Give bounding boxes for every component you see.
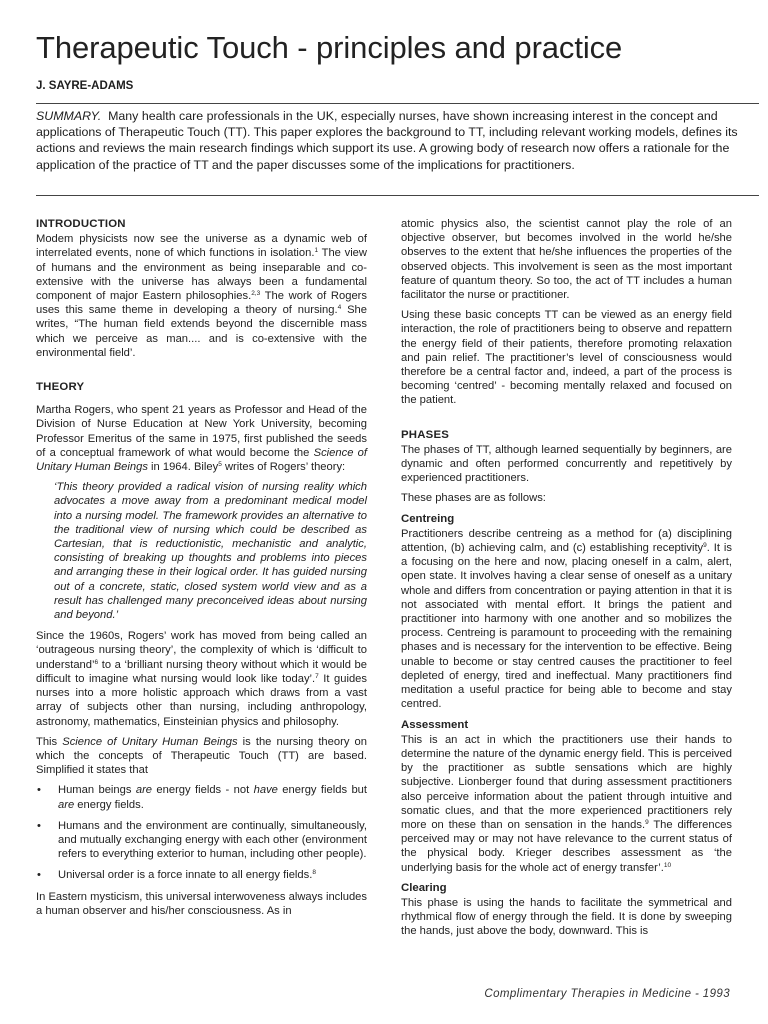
rogers-quote: ‘This theory provided a radical vision of nursing reality which advocates a move away from a predominant medical model into a nursing model. The framework provides an alternative to the traditional view of nursing which could be described as Cartesian, that is reductionistic, mechanistic and analytic, consisting of breaking up thoughts and problems into pieces and arranging these in their logical order. It has guided nursing out of a concrete, static, closed system world view and as a result has challenged many preconceived ideas about nursing and beyond.’ [54, 481, 367, 622]
clearing-paragraph: This phase is using the hands to facilitate the symmetrical and rhythmical flow of energy through the field. It is done by sweeping the hands, just above the body, downward. This is [401, 896, 732, 938]
theory-bullet-list [36, 783, 367, 882]
centreing-heading: Centreing [401, 512, 455, 525]
assessment-paragraph: This is an act in which the practitioners use their hands to determine the nature of the dynamic energy field. This is perceived by the practitioner as subtle sensations which are highly subjective. Lionberger found that during assessment practitioners also perceive information about the patient through intuitive and somatic clues, and that the more experienced practitioners rely more on these than on sensation in the hands.$^9$ The differences perceived may or may not have relevance to the current status of the physical body. Krieger describes assessment as ‘the underlying basis for the whole act of energy transfer’.$^{10}$ [401, 733, 732, 874]
phases-paragraph-1: The phases of TT, although learned sequentially by beginners, are dynamic and often performed concurrently and repetitively by experienced practitioners. [401, 443, 732, 485]
right-column [401, 217, 732, 945]
list-item: • Humans and the environment are continually, simultaneously, and mutually exchanging energy with each other (environment refers to everything exterior to human, including other people). [37, 819, 367, 861]
summary-paragraph [36, 108, 759, 173]
summary-label: SUMMARY. [36, 109, 102, 123]
summary-bottom-rule [36, 195, 759, 196]
author-name: J. SAYRE-ADAMS [36, 80, 134, 92]
phases-paragraph-2: These phases are as follows: [401, 492, 546, 505]
list-item: • Human beings are energy fields - not have energy fields but are energy fields. [37, 784, 367, 811]
assessment-heading: Assessment [401, 718, 469, 731]
continued-paragraph: atomic physics also, the scientist cannot play the role of an objective observer, but becomes involved in the world he/she observes to the extent that he/she influences the properties of the observed objects. This involvement is seen as the most important feature of quantum theory. So too, the act of TT includes a human facilitator the nurse or practitioner. [401, 218, 732, 302]
bullet-icon: • [37, 869, 41, 882]
theory-paragraph-4: In Eastern mysticism, this universal interwoveness always includes a human observer and his/her consciousness. As in [36, 890, 367, 917]
energy-field-paragraph: Using these basic concepts TT can be viewed as an energy field interaction, the role of practitioners being to observe and repattern the energy field of their patients, therefore promoting relaxation and pain relief. The practitioner’s level of consciousness would therefore be a central factor and, indeed, a part of the process is becoming ‘centred’ - becoming mentally relaxed and focused on the patient. [401, 309, 732, 407]
theory-paragraph-2: Since the 1960s, Rogers’ work has moved from being called an ‘outrageous nursing theory’, the complexity of which is ‘difficult to understand’$^6$ to a ‘brilliant nursing theory without which it would be difficult to imagine what nursing would look like today’.$^7$ It guides nurses into a more holistic approach which draws from a vast array of subjects other than nursing, including anthropology, astronomy, mathematics, Einsteinian physics and philosophy. [36, 630, 367, 728]
bullet-icon: • [37, 819, 41, 832]
bullet-icon: • [37, 784, 41, 797]
introduction-heading: INTRODUCTION [36, 218, 126, 230]
summary-top-rule [36, 103, 759, 104]
theory-paragraph-1: Martha Rogers, who spent 21 years as Professor and Head of the Division of Nurse Education at New York University, becoming Professor Emeritus of the same in 1975, first published the seeds of a conceptual framework of what would become the Science of Unitary Human Beings in 1964. Biley$^5$ writes of Rogers’ theory: [36, 404, 367, 474]
summary-text: Many health care professionals in the UK, especially nurses, have shown increasing interest in the concept and applications of Therapeutic Touch (TT). This paper explores the background to TT, including relevant working models, defines its actions and reviews the main research findings which support its use. A growing body of research now offers a rationale for the application of the practice of TT and the paper discusses some of the implications for practitioners. [36, 109, 738, 172]
left-column [36, 217, 367, 924]
phases-heading: PHASES [401, 428, 450, 441]
theory-paragraph-3: This Science of Unitary Human Beings is the nursing theory on which the concepts of Therapeutic Touch (TT) are based. Simplified it states that [36, 735, 367, 777]
list-item: • Universal order is a force innate to all energy fields.$^8$ [37, 869, 316, 882]
theory-heading: THEORY [36, 381, 85, 394]
journal-footer: Complimentary Therapies in Medicine - 1993 [484, 988, 730, 1000]
clearing-heading: Clearing [401, 881, 447, 894]
article-title: Therapeutic Touch - principles and practice [36, 30, 623, 65]
introduction-paragraph: Modem physicists now see the universe as a dynamic web of interrelated events, none of which functions in isolation.$^1$ The view of humans and the environment as being inseparable and co-extensive with the universe has always been a fundamental component of major Eastern philosophies.$^{2,3}$ The work of Rogers uses this same theme in developing a theory of nursing.$^4$ She writes, “The human field extends beyond the discernible mass which we perceive as man.... and is co-extensive with the environmental field’. [36, 233, 367, 359]
centreing-paragraph: Practitioners describe centreing as a method for (a) disciplining attention, (b) achieving calm, and (c) establishing receptivity$^9$. It is a focusing on the here and now, placing oneself in a calm, alert, open state. It involves having a clear sense of oneself as a unitary whole and differs from concentration or paying attention in that it is not associated with mental effort. It brings the patient and practitioner into harmony with one another and so mobilizes the process. Centreing is paramount to proceeding with the remaining phases and is necessary for the intervention to be effective. Being unable to become or stay centred causes the practitioner to feel depleted of energy, tired and ineffectual. Many practitioners find meditation a useful practice for being able to become and stay centred. [401, 527, 732, 711]
